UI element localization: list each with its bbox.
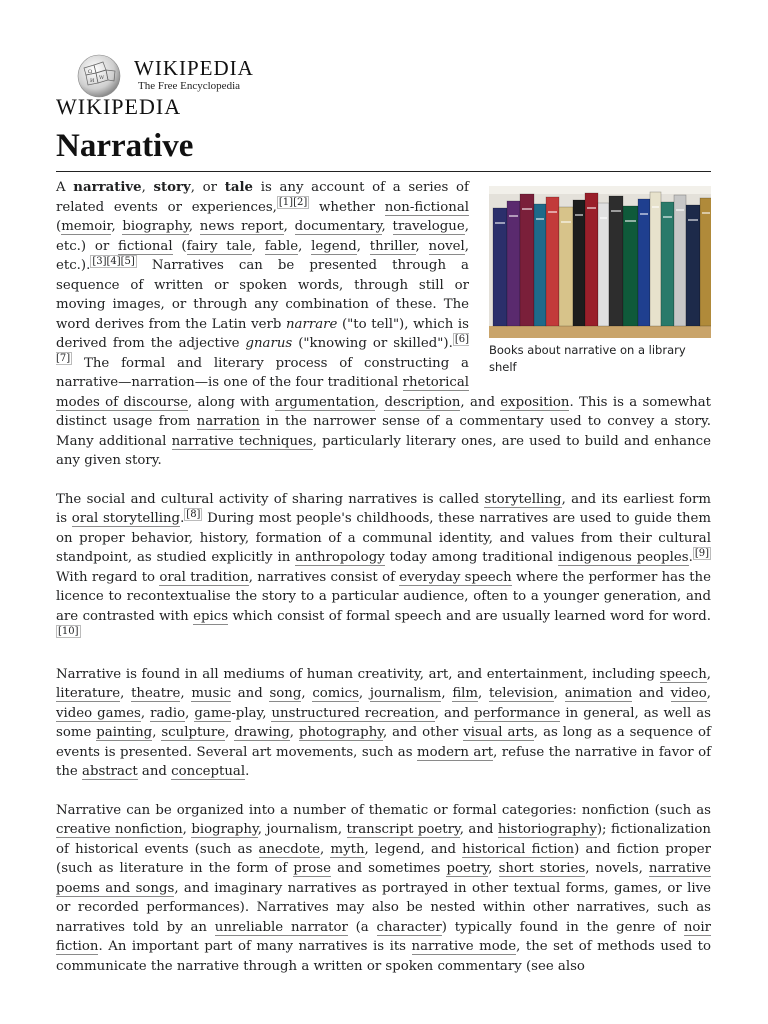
article-link[interactable]: anthropology [295,550,385,565]
book-spine-band [575,214,583,216]
article-link[interactable]: music [191,686,232,701]
article-link[interactable]: storytelling [484,491,562,507]
book-spine-band [495,222,505,224]
book-spine-band [509,215,518,217]
article-link[interactable]: visual arts [463,725,534,740]
article-link[interactable]: documentary [294,219,382,234]
book-spine [674,195,686,326]
citation-ref[interactable]: [1][2] [278,197,308,209]
book-spine [609,196,623,326]
book-spine-band [522,208,532,210]
article-link[interactable]: television [489,686,554,701]
svg-text:Ω: Ω [88,69,93,75]
article-link[interactable]: fairy tale [186,238,252,254]
citation-ref[interactable]: [9] [694,547,709,559]
citation-ref[interactable]: [6][7] [56,333,469,365]
book-spine [623,206,638,326]
article-link[interactable]: radio [150,705,186,721]
article-link[interactable]: narrative mode [411,939,517,954]
book-spine-band [640,213,648,215]
article-link[interactable]: oral storytelling [71,511,181,526]
article-paragraph: The social and cultural activity of sharing narratives is called storytelling, and its earliest form is oral storytelling. [8] During most people's childhoods, these narratives are used to guide them on proper behavior, history, formation of a communal identity, and values from their cultural standpoint, as studied explicitly in anthropology today among traditional indigenous peoples. [9] With regard to oral tradition, narratives consist of everyday speech where the performer has the licence to recontextualise the story to a particular audience, often to a younger generation, and are contrasted with epics which consist of formal speech and are usually learned word for word.[10] [56,491,711,637]
book-spine [493,208,507,326]
book-spine-band [600,217,607,219]
book-spine [534,204,546,326]
article-link[interactable]: rhetorical modes of discourse [56,375,469,410]
book-spine [661,202,674,326]
book-spine [546,197,559,326]
svg-text:И: И [90,78,95,84]
article-paragraph: Narrative can be organized into a number of thematic or formal categories: nonfiction (such as creative nonfiction, biography, journalism, transcript poetry, and historiography); fictionalization of historical events (such as anecdote, myth, legend, and historical fiction) and fiction proper (such as literature in the form of prose and sometimes poetry, short stories, novels, narrative poems and songs, and imaginary narratives as portrayed in other textual forms, games, or live or recorded performances). Narratives may also be nested within other narratives, such as narratives told by an unreliable narrator (a character) typically found in the genre of noir fiction. An important part of many narratives is its narrative mode, the set of methods used to communicate the narrative through a written or spoken commentary (see also [56,802,712,974]
book-spine-band [561,221,571,223]
article-link[interactable]: film [452,686,479,701]
article-link[interactable]: poetry [446,861,489,876]
article-link[interactable]: photography [298,725,383,740]
article-body [56,178,711,995]
article-link[interactable]: drawing [234,725,290,740]
article-link[interactable]: myth [330,841,365,857]
article-link[interactable]: travelogue [392,219,465,234]
article-link[interactable]: transcript poetry [346,822,460,837]
citation-ref[interactable]: [10] [58,625,79,637]
article-link[interactable]: exposition [500,394,570,410]
article-link[interactable]: song [269,686,302,701]
article-link[interactable]: journalism [369,686,442,701]
article-link[interactable]: noir fiction [56,919,712,954]
article-link[interactable]: fictional [117,238,173,254]
article-link[interactable]: news report [199,219,284,234]
book-spine [598,203,609,326]
wikipedia-globe-icon[interactable] [74,53,124,99]
article-paragraph: A narrative, story, or tale is any account of a series of related events or experiences, [1][2] whether non-fictional (memoir, biography, news report, documentary, travelogue, etc.) or fictional (fairy tale, fable, legend, thriller, novel, etc.). [3][4][5] Narratives can be presented through a sequence of written or spoken words, through still or moving images, or through any combination of these. The word derives from the Latin verb narrare ("to tell"), which is derived from the adjective gnarus ("knowing or skilled"). [6][7] The formal and literary process of constructing a narrative—narration—is one of the four traditional rhetorical modes of discourse, along with argumentation, description, and exposition. This is a somewhat distinct usage from narration in the narrower sense of a commentary used to convey a story. Many additional narrative techniques, particularly literary ones, are used to build and enhance any given story. [56,180,711,468]
article-link[interactable]: epics [193,608,229,624]
article-link[interactable]: sculpture [161,725,226,740]
italic-term: gnarus [245,336,293,351]
title-divider [56,171,711,172]
wikipedia-tagline: The Free Encyclopedia [138,80,241,92]
article-link[interactable]: oral tradition [159,569,249,585]
book-spine [507,201,520,326]
article-link[interactable]: prose [293,861,331,876]
page-title: Narrative [56,128,194,164]
book-spine-band [652,206,659,208]
book-spine [638,199,650,326]
book-spine-band [587,207,596,209]
wikipedia-wordmark[interactable]: WIKIPEDIA [134,56,254,80]
article-link[interactable]: biography [122,219,189,234]
bold-term: narrative [73,180,142,195]
book-spine [650,192,661,326]
article-link[interactable]: speech [659,666,707,682]
svg-text:W: W [99,75,105,81]
article-link[interactable]: thriller [369,238,416,254]
article-link[interactable]: animation [564,686,633,701]
book-spine-band [702,212,710,214]
article-link[interactable]: unstructured recreation [271,705,435,721]
book-spine [700,198,711,326]
article-link[interactable]: theatre [131,686,181,701]
article-paragraph: Narrative is found in all mediums of human creativity, art, and entertainment, including speech, literature, theatre, music and song, comics, journalism, film, television, animation and video, video games, radio, game-play, unstructured recreation, and performance in general, as well as some painting, sculpture, drawing, photography, and other visual arts, as long as a sequence of events is presented. Several art movements, such as modern art, refuse the narrative in favor of the abstract and conceptual. [56,666,712,779]
book-spine [686,205,700,326]
article-link[interactable]: non-fictional [384,199,470,215]
bookshelf-image[interactable] [489,186,711,338]
article-link[interactable]: narrative poems and songs [56,861,711,896]
article-link[interactable]: novel [428,238,465,254]
book-spine-band [688,219,698,221]
book-spine-band [536,218,544,220]
article-link[interactable]: literature [56,686,121,701]
book-spine-band [611,210,621,212]
book-spine [573,200,585,326]
figure-caption: Books about narrative on a library shelf [489,343,686,374]
book-spine-band [625,220,636,222]
book-spine [585,193,598,326]
book-spine-band [676,209,684,211]
book-spine-band [663,216,672,218]
citation-ref[interactable]: [8] [186,508,201,520]
article-link[interactable]: conceptual [171,764,246,779]
article-link[interactable]: historical fiction [462,841,575,857]
article-link[interactable]: historiography [497,822,597,837]
article-link[interactable]: indigenous peoples [557,550,689,565]
article-link[interactable]: short stories [498,861,586,876]
bold-term: story [153,180,191,195]
article-link[interactable]: abstract [82,764,138,779]
article-link[interactable]: argumentation [275,394,375,410]
citation-ref[interactable]: [3][4][5] [92,255,135,267]
article-link[interactable]: fable [264,238,299,254]
article-link[interactable]: narrative techniques [171,433,313,449]
site-header [56,50,316,120]
article-link[interactable]: performance [473,705,561,721]
article-link[interactable]: memoir [61,219,112,234]
article-link[interactable]: painting [96,725,153,740]
article-link[interactable]: game [194,705,232,721]
article-link[interactable]: video [670,686,707,701]
article-link[interactable]: anecdote [258,841,321,857]
book-spine-band [548,211,557,213]
book-spine [559,207,573,326]
article-link[interactable]: biography [191,822,258,837]
article-link[interactable]: description [384,394,461,410]
article-link[interactable]: narration [196,414,260,429]
article-link[interactable]: comics [312,686,359,701]
bold-term: tale [224,180,253,195]
book-spine [520,194,534,326]
article-link[interactable]: character [376,919,442,935]
figure [489,186,711,376]
article-link[interactable]: video games [56,705,141,721]
article-link[interactable]: unreliable narrator [214,919,348,935]
article-link[interactable]: everyday speech [399,569,512,585]
italic-term: narrare [285,316,338,332]
article-link[interactable]: modern art [417,744,494,760]
wikipedia-wordmark-small[interactable]: WIKIPEDIA [56,94,182,119]
article-link[interactable]: legend [311,238,357,254]
article-link[interactable]: creative nonfiction [56,822,183,837]
